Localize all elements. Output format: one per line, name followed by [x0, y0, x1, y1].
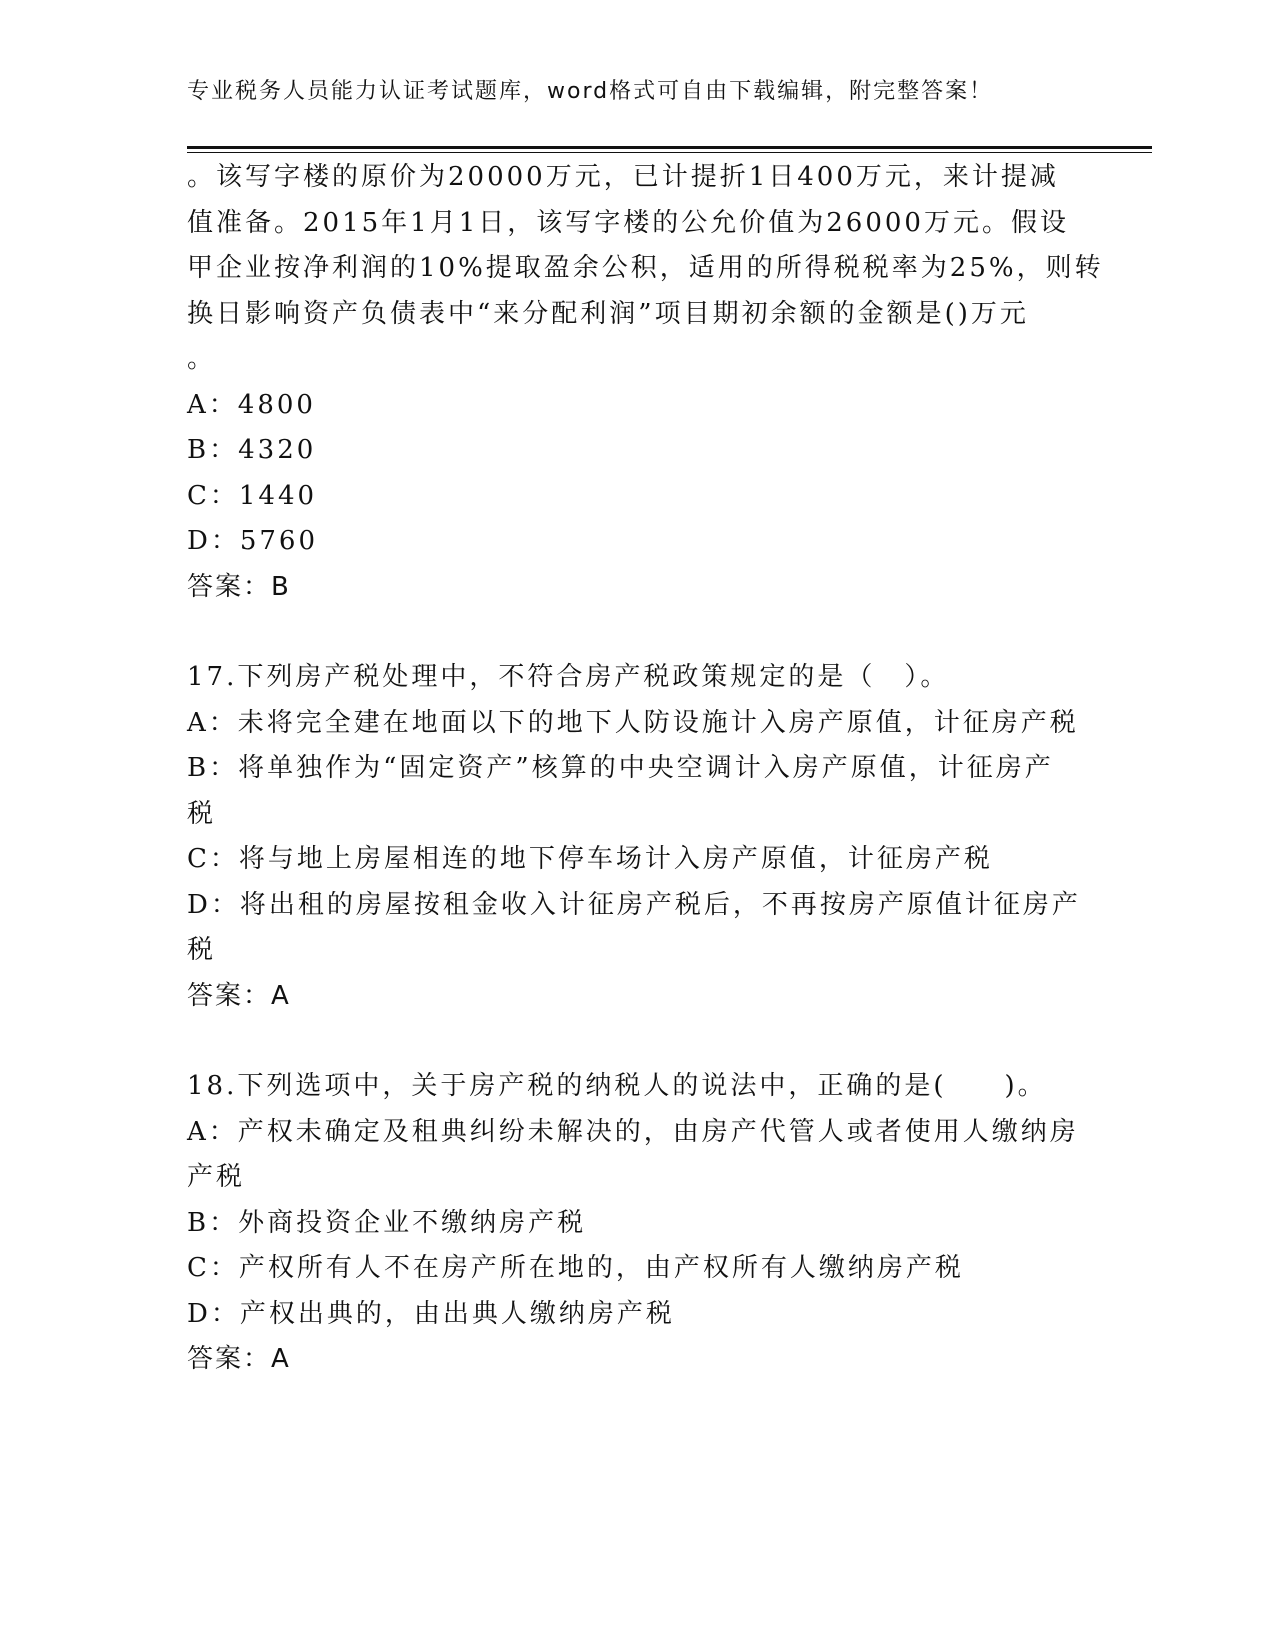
question-stem-line: 换日影响资产负债表中“来分配利润”项目期初余额的金额是()万元	[187, 298, 1029, 329]
question-stem-line: 。该写字楼的原价为20000万元，已计提折1日400万元，来计提减	[187, 162, 1059, 192]
answer-line: 答案：A	[187, 1344, 291, 1374]
option-line: 税	[187, 935, 217, 965]
option-line: B：将单独作为“固定资产”核算的中央空调计入房产原值，计征房产	[187, 753, 1054, 783]
question-18	[187, 1064, 1087, 1383]
option-a: A：4800	[187, 389, 316, 420]
option-c: C：1440	[187, 480, 318, 511]
question-stem: 18.下列选项中，关于房产税的纳税人的说法中，正确的是( )。	[187, 1071, 1047, 1101]
option-line: C：产权所有人不在房产所在地的，由产权所有人缴纳房产税	[187, 1253, 964, 1283]
option-line: A：产权未确定及租典纠纷未解决的，由房产代管人或者使用人缴纳房	[187, 1116, 1079, 1147]
option-line: B：外商投资企业不缴纳房产税	[187, 1207, 587, 1238]
option-b: B：4320	[187, 435, 317, 465]
question-content	[187, 155, 1104, 1383]
option-line: D：产权出典的，由出典人缴纳房产税	[187, 1298, 675, 1329]
option-line: A：未将完全建在地面以下的地下人防设施计入房产原值，计征房产税	[187, 707, 1079, 738]
spacer	[187, 610, 1087, 655]
option-line: 税	[187, 798, 217, 829]
option-line: C：将与地上房屋相连的地下停车场计入房产原值，计征房产税	[187, 844, 993, 874]
spacer	[187, 1019, 1087, 1064]
question-stem-line: 值准备。2015年1月1日，该写字楼的公允价值为26000万元。假设	[187, 207, 1069, 238]
option-line: 产税	[187, 1162, 246, 1192]
header-rule-thin	[187, 152, 1152, 153]
answer-line: 答案：B	[187, 571, 291, 602]
question-stem: 17.下列房产税处理中，不符合房产税政策规定的是（ ）。	[187, 662, 950, 692]
header-rule-thick	[187, 146, 1152, 149]
question-stem-line: 甲企业按净利润的10%提取盈余公积，适用的所得税税率为25%，则转	[187, 253, 1104, 283]
question-16	[187, 155, 1104, 610]
option-d: D：5760	[187, 526, 319, 556]
answer-line: 答案：A	[187, 980, 291, 1011]
question-stem-line: 。	[187, 344, 217, 374]
page-header: 专业税务人员能力认证考试题库，word格式可自由下载编辑，附完整答案！	[187, 79, 994, 104]
option-line: D：将出租的房屋按租金收入计征房产税后，不再按房产原值计征房产	[187, 889, 1081, 920]
question-17	[187, 655, 1087, 1019]
